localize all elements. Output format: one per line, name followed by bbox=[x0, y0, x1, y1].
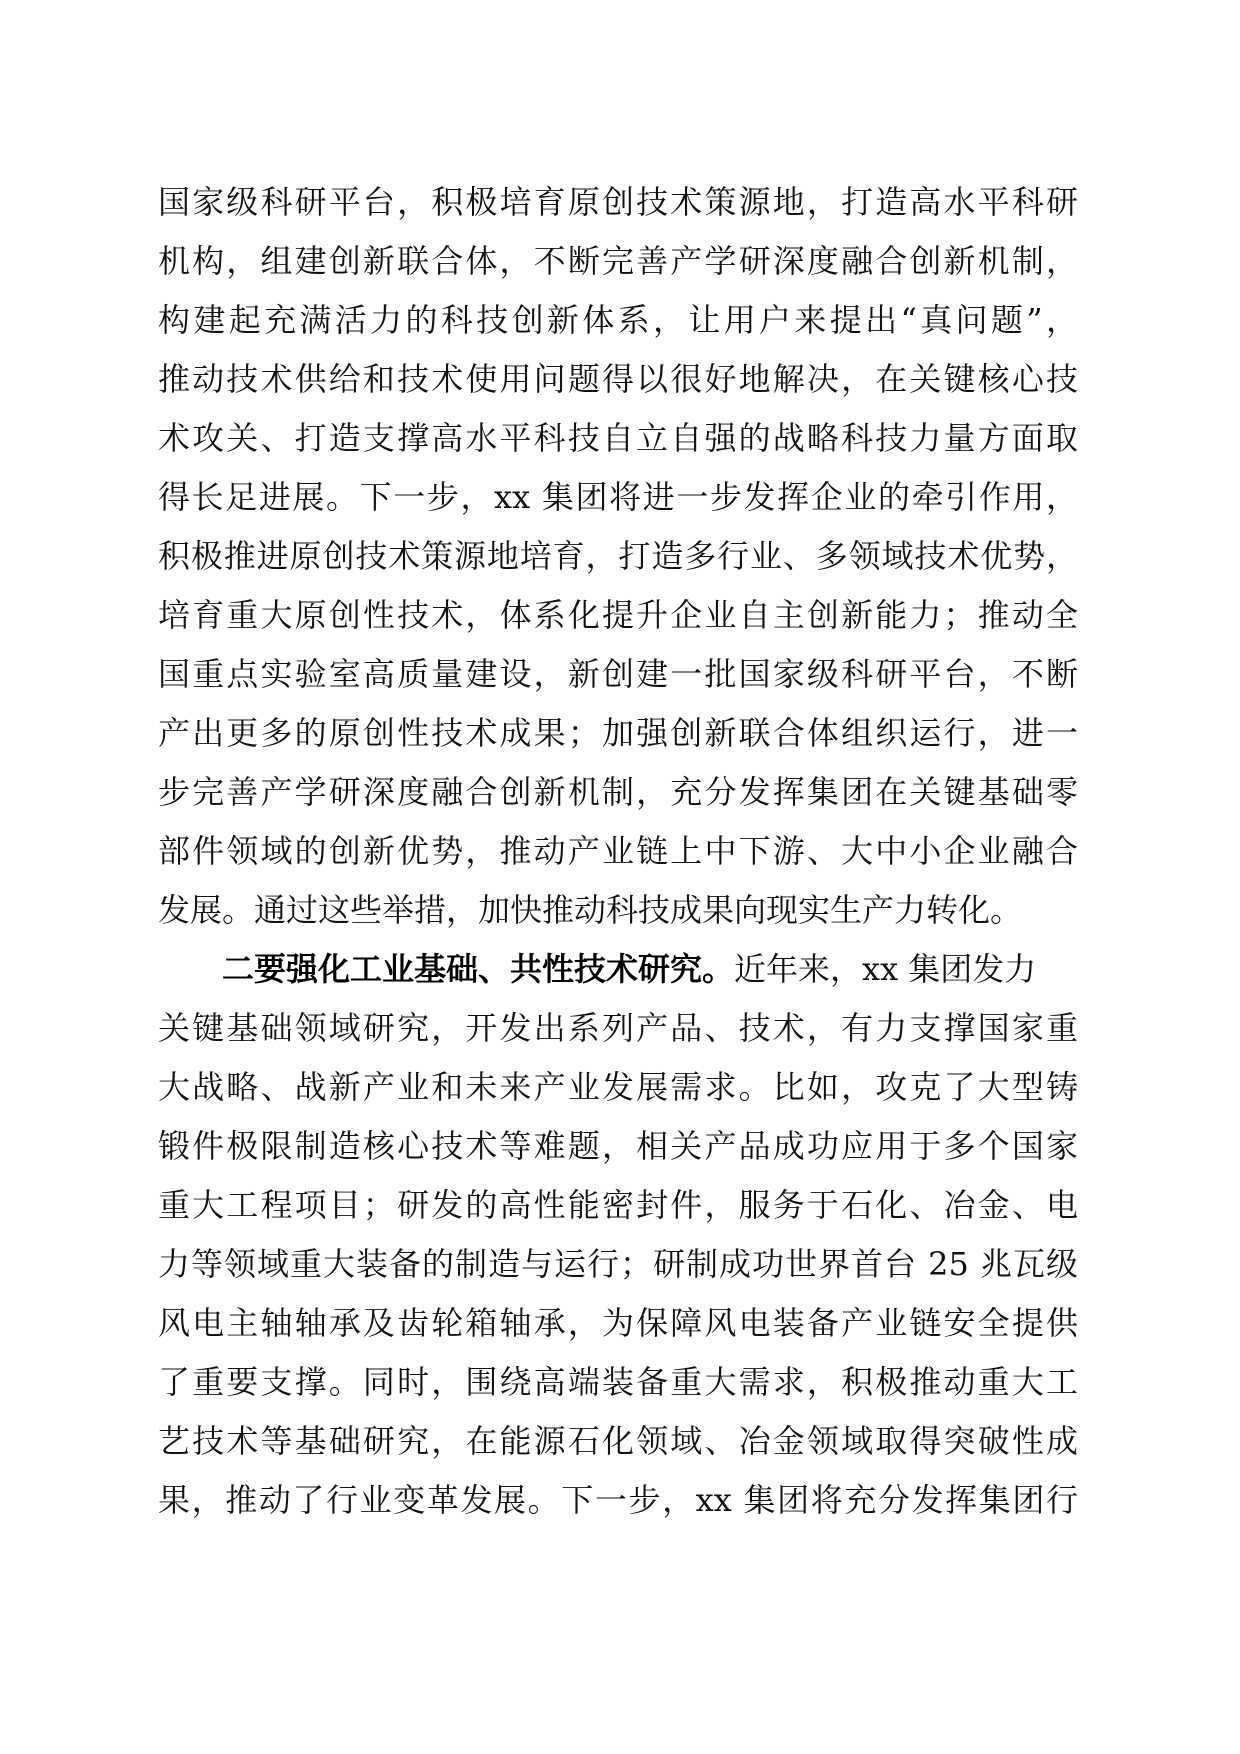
paragraph-line: 积极推进原创技术策源地培育，打造多行业、多领域技术优势， bbox=[158, 537, 1078, 575]
paragraph-line: 关键基础领域研究，开发出系列产品、技术，有力支撑国家重 bbox=[158, 1009, 1078, 1047]
paragraph-line: 培育重大原创性技术，体系化提升企业自主创新能力；推动全 bbox=[158, 596, 1078, 634]
section-heading-rest: 近年来，xx 集团发力 bbox=[734, 950, 1037, 988]
paragraph-line: 重大工程项目；研发的高性能密封件，服务于石化、冶金、电 bbox=[158, 1186, 1078, 1224]
section-heading: 二要强化工业基础、共性技术研究。 bbox=[222, 950, 735, 988]
paragraph-line: 风电主轴轴承及齿轮箱轴承，为保障风电装备产业链安全提供 bbox=[158, 1304, 1078, 1342]
paragraph-line: 部件领域的创新优势，推动产业链上中下游、大中小企业融合 bbox=[158, 832, 1078, 870]
section-heading-line bbox=[222, 939, 1078, 999]
paragraph-line: 术攻关、打造支撑高水平科技自立自强的战略科技力量方面取 bbox=[158, 419, 1078, 457]
paragraph-line: 大战略、战新产业和未来产业发展需求。比如，攻克了大型铸 bbox=[158, 1068, 1078, 1106]
paragraph-line: 了重要支撑。同时，围绕高端装备重大需求，积极推动重大工 bbox=[158, 1363, 1078, 1401]
paragraph-line: 机构，组建创新联合体，不断完善产学研深度融合创新机制， bbox=[158, 242, 1078, 280]
paragraph-line: 艺技术等基础研究，在能源石化领域、冶金领域取得突破性成 bbox=[158, 1422, 1078, 1460]
paragraph-line: 果，推动了行业变革发展。下一步，xx 集团将充分发挥集团行 bbox=[158, 1481, 1078, 1519]
paragraph-line: 锻件极限制造核心技术等难题，相关产品成功应用于多个国家 bbox=[158, 1127, 1078, 1165]
paragraph-line: 力等领域重大装备的制造与运行；研制成功世界首台 25 兆瓦级 bbox=[158, 1245, 1078, 1283]
paragraph-line: 国家级科研平台，积极培育原创技术策源地，打造高水平科研 bbox=[158, 183, 1078, 221]
paragraph-line: 步完善产学研深度融合创新机制，充分发挥集团在关键基础零 bbox=[158, 773, 1078, 811]
paragraph-line: 产出更多的原创性技术成果；加强创新联合体组织运行，进一 bbox=[158, 714, 1078, 752]
paragraph-line: 推动技术供给和技术使用问题得以很好地解决，在关键核心技 bbox=[158, 360, 1078, 398]
paragraph-line: 发展。通过这些举措，加快推动科技成果向现实生产力转化。 bbox=[158, 891, 1023, 929]
paragraph-line: 构建起充满活力的科技创新体系，让用户来提出“真问题”， bbox=[158, 301, 1078, 339]
paragraph-line: 得长足进展。下一步，xx 集团将进一步发挥企业的牵引作用， bbox=[158, 478, 1078, 516]
paragraph-line: 国重点实验室高质量建设，新创建一批国家级科研平台，不断 bbox=[158, 655, 1078, 693]
